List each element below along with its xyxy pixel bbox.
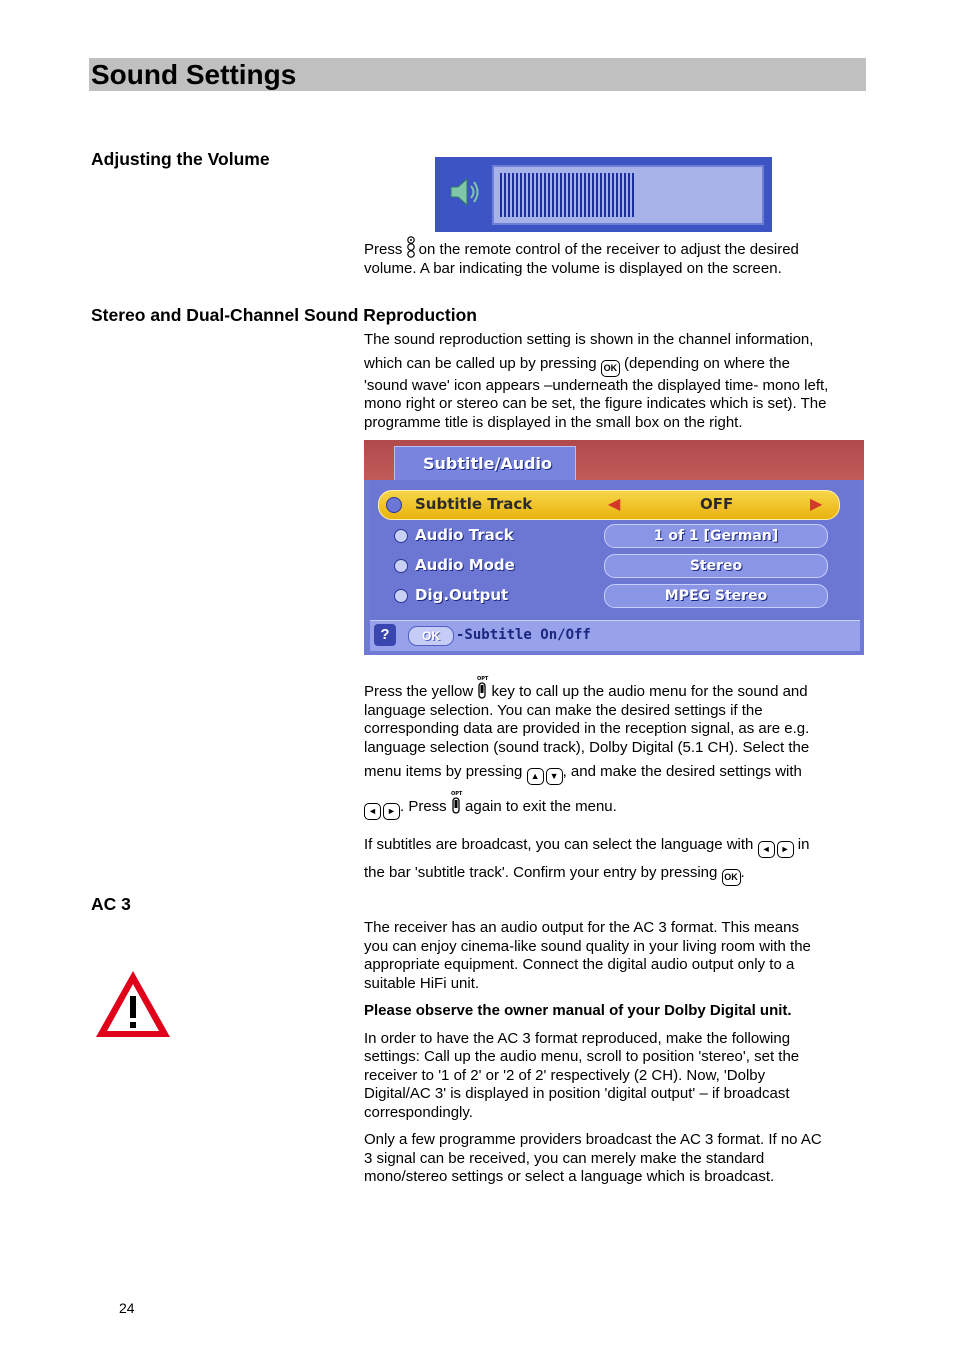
ac3-heading: AC 3 (91, 894, 131, 914)
radio-icon (394, 529, 408, 543)
subtitle-audio-menu-screenshot (364, 440, 864, 655)
right-key-icon: ► (777, 841, 794, 858)
menu-footer-hint: -Subtitle On/Off (456, 627, 591, 643)
volume-key-icon (407, 236, 415, 258)
menu-row-label: Audio Track (415, 526, 514, 544)
radio-icon (386, 497, 402, 513)
ac3-paragraph: In order to have the AC 3 format reproduced, make the following settings: Call up the audio menu, scroll to position 'stereo', set the receiver to '1 of 2' or '2 of 2' respectively (2 CH). Now, 'Dolby Digital/AC 3' is displayed in position 'digital output' – if broadcast correspondingly. (364, 1029, 800, 1121)
ac3-note: Please observe the owner manual of your Dolby Digital unit. (364, 1002, 792, 1019)
page-title: Sound Settings (91, 59, 297, 90)
menu-row-value: MPEG Stereo (604, 584, 828, 608)
stereo-heading: Stereo and Dual-Channel Sound Reproduction (91, 305, 477, 325)
volume-paragraph: Press on the remote control of the receiver to adjust the desired volume. A bar indicating the volume is displayed on the screen. (364, 236, 864, 278)
warning-triangle-icon (93, 968, 173, 1040)
menu-row-label: Subtitle Track (415, 495, 533, 513)
radio-icon (394, 589, 408, 603)
speaker-icon (447, 177, 481, 207)
ac3-paragraph: Only a few programme providers broadcast the AC 3 format. If no AC 3 signal can be received, you can merely make the standard mono/stereo settings or select a language which is broadcast. (364, 1131, 822, 1185)
svg-text:OPT: OPT (477, 676, 489, 682)
ac3-section (364, 919, 864, 1187)
ac3-paragraph: The receiver has an audio output for the AC 3 format. This means you can enjoy cinema-like sound quality in your living room with the appropriate equipment. Connect the digital audio output only to a suitable HiFi unit. (364, 919, 811, 992)
page-number: 24 (119, 1300, 135, 1316)
menu-row-value: Stereo (604, 554, 828, 578)
menu-row-label: Dig.Output (415, 586, 509, 604)
left-key-icon: ◄ (364, 803, 381, 820)
opt-key-icon (477, 676, 487, 700)
menu-tab: Subtitle/Audio (394, 446, 576, 482)
menu-row-value: 1 of 1 [German] (604, 524, 828, 548)
up-key-icon: ▲ (527, 768, 544, 785)
ok-key-icon: OK (722, 869, 741, 886)
volume-level-fill (500, 173, 634, 217)
title-bar (89, 58, 866, 91)
menu-row-value: OFF (700, 495, 734, 513)
right-key-icon: ► (383, 803, 400, 820)
arrow-left-icon: ◀ (608, 496, 621, 513)
audio-menu-paragraph: Press the yellow OPT key to call up the audio menu for the sound and language selection. You can make the desired settings if the corresponding data are provided in the reception signal, as are e.g. language selection (sound track), Dolby Digital (5.1 CH). Select the menu items by pressing ▲ ▼ , and make the desired settings with ◄ ► . Press OPT again to exit the menu. If subtitles are broadcast, you can select the language with ◄ ► in the bar 'subtitle track'. Confirm your entry by pressing OK . (364, 676, 864, 886)
svg-text:OPT: OPT (450, 791, 463, 797)
volume-heading: Adjusting the Volume (91, 149, 270, 169)
ok-key-icon: OK (601, 360, 620, 377)
ok-button-icon: OK (408, 626, 454, 646)
menu-row-label: Audio Mode (415, 556, 515, 574)
opt-key-icon (451, 791, 461, 815)
left-key-icon: ◄ (758, 841, 775, 858)
arrow-right-icon: ▶ (810, 496, 823, 513)
down-key-icon: ▼ (546, 768, 563, 785)
volume-bar-screenshot (435, 157, 772, 232)
radio-icon (394, 559, 408, 573)
stereo-paragraph: The sound reproduction setting is shown in the channel information, which can be called up by pressing OK (depending on where the 'sound wave' icon appears –underneath the displayed time- mono left, mono right or stereo can be set, the figure indicates which is set). The programme title is displayed in the small box on the right. (364, 331, 829, 431)
help-icon: ? (374, 624, 396, 646)
volume-level-track (492, 165, 764, 225)
